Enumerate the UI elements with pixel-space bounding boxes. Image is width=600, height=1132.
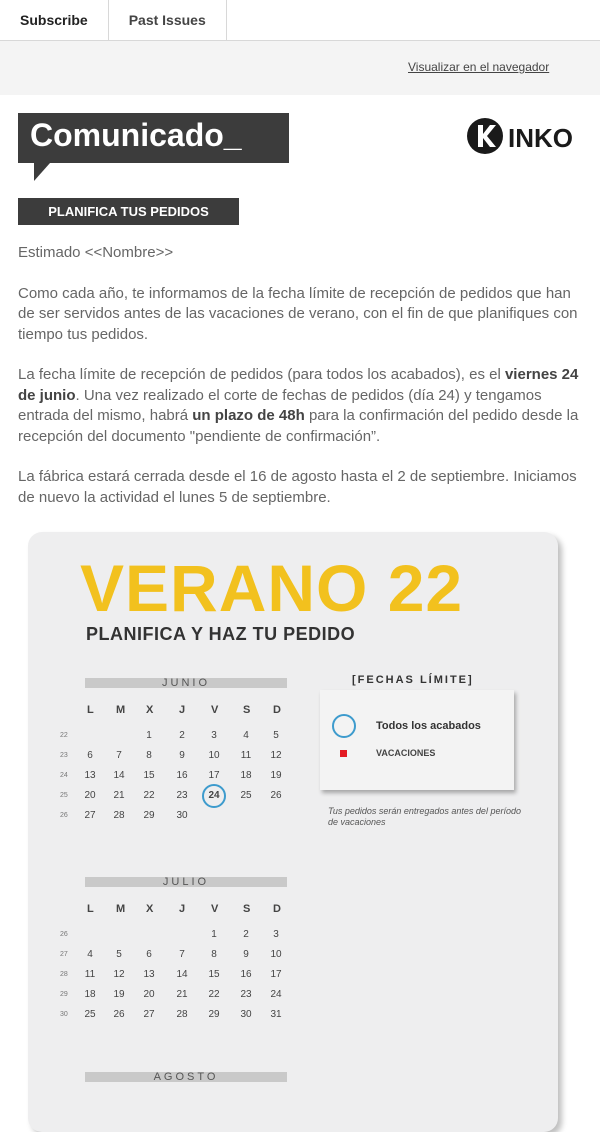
weekday-label: X xyxy=(146,704,154,716)
calendar-day: 15 xyxy=(208,969,220,980)
calendar-day: 16 xyxy=(240,969,252,980)
week-number: 23 xyxy=(60,752,68,759)
weekday-label: D xyxy=(273,704,281,716)
month-header: JULIO xyxy=(85,877,287,887)
calendar-day: 29 xyxy=(208,1009,220,1020)
tab-past-issues[interactable]: Past Issues xyxy=(109,0,227,40)
greeting: Estimado <<Nombre>> xyxy=(18,244,174,261)
calendar-day: 20 xyxy=(84,790,96,801)
calendar-day: 13 xyxy=(84,770,96,781)
weekday-label: V xyxy=(211,704,219,716)
paragraph-intro: Como cada año, te informamos de la fecha límite de recepción de pedidos que han de ser servidos antes de las vacaciones de verano, con el fin de que planifiques con tiempo tus pedidos. xyxy=(18,284,578,343)
calendar-day: 5 xyxy=(273,730,279,741)
calendar-day: 16 xyxy=(176,770,188,781)
calendar-day: 6 xyxy=(87,750,93,761)
top-nav xyxy=(0,0,600,41)
legend-box xyxy=(320,690,514,790)
calendar-day: 4 xyxy=(243,730,249,741)
week-number: 27 xyxy=(60,951,68,958)
inko-logo xyxy=(466,116,584,156)
week-number: 28 xyxy=(60,971,68,978)
calendar-day: 21 xyxy=(176,989,188,1000)
weekday-label: L xyxy=(87,704,94,716)
calendar-day: 10 xyxy=(208,750,220,761)
weekday-label: J xyxy=(179,704,186,716)
summer-calendar-poster xyxy=(28,532,558,1132)
calendar-day: 5 xyxy=(116,949,122,960)
month-header: AGOSTO xyxy=(85,1072,287,1082)
weekday-label: L xyxy=(87,903,94,915)
calendar-day: 23 xyxy=(240,989,252,1000)
poster-subtitle: PLANIFICA Y HAZ TU PEDIDO xyxy=(86,624,356,644)
view-in-browser-link[interactable]: Visualizar en el navegador xyxy=(408,60,550,74)
week-number: 24 xyxy=(60,772,68,779)
weekday-label: M xyxy=(116,704,126,716)
calendar-day: 19 xyxy=(270,770,282,781)
week-number: 26 xyxy=(60,931,68,938)
calendar-day: 3 xyxy=(211,730,217,741)
calendar-day: 7 xyxy=(116,750,122,761)
calendar-day: 22 xyxy=(143,790,155,801)
calendar-day: 13 xyxy=(143,969,155,980)
calendar-day: 27 xyxy=(143,1009,155,1020)
calendar-day: 17 xyxy=(270,969,282,980)
weekday-label: S xyxy=(243,903,251,915)
calendar-day: 9 xyxy=(179,750,185,761)
calendar-day: 24 xyxy=(270,989,282,1000)
delivery-note: Tus pedidos serán entregados antes del período de vacaciones xyxy=(328,806,521,827)
calendar-day: 18 xyxy=(240,770,252,781)
calendar-day: 8 xyxy=(146,750,152,761)
vacation-square-icon xyxy=(340,750,347,757)
legend-deadline-label: Todos los acabados xyxy=(376,720,481,732)
calendar-day: 24 xyxy=(208,790,220,801)
calendar-day: 28 xyxy=(176,1009,188,1020)
calendar-day: 30 xyxy=(176,810,188,821)
calendar-day: 12 xyxy=(270,750,282,761)
calendar-day: 19 xyxy=(113,989,125,1000)
calendar-day: 20 xyxy=(143,989,155,1000)
calendar-day: 12 xyxy=(113,969,125,980)
tab-subscribe[interactable]: Subscribe xyxy=(0,0,109,40)
weekday-label: X xyxy=(146,903,154,915)
legend-title: [FECHAS LÍMITE] xyxy=(352,674,474,686)
calendar-day: 30 xyxy=(240,1009,252,1020)
calendar-day: 4 xyxy=(87,949,93,960)
calendar-day: 26 xyxy=(113,1009,125,1020)
calendar-day: 31 xyxy=(270,1009,282,1020)
weekday-label: M xyxy=(116,903,126,915)
week-number: 22 xyxy=(60,732,68,739)
calendar-day: 15 xyxy=(143,770,155,781)
calendar-day: 8 xyxy=(211,949,217,960)
week-number: 25 xyxy=(60,792,68,799)
weekday-label: D xyxy=(273,903,281,915)
calendar-day: 7 xyxy=(179,949,185,960)
deadline-circle-icon xyxy=(332,714,356,738)
calendar-day: 3 xyxy=(273,929,279,940)
weekday-label: J xyxy=(179,903,186,915)
calendar-day: 1 xyxy=(146,730,152,741)
calendar-day: 29 xyxy=(143,810,155,821)
email-body xyxy=(0,243,600,508)
week-number: 26 xyxy=(60,812,68,819)
week-number: 29 xyxy=(60,991,68,998)
speech-bubble-tail xyxy=(34,163,50,181)
poster-title: VERANO 22 xyxy=(80,551,464,625)
calendar-day: 14 xyxy=(113,770,125,781)
calendar-day: 11 xyxy=(240,750,252,761)
calendar-day: 25 xyxy=(240,790,252,801)
comunicado-title: Comunicado_ xyxy=(30,117,242,153)
calendar-day: 1 xyxy=(211,929,217,940)
comunicado-bubble xyxy=(18,113,289,163)
month-header: JUNIO xyxy=(85,678,287,688)
calendar-day: 25 xyxy=(84,1009,96,1020)
hero-header xyxy=(0,95,600,185)
calendar-day: 23 xyxy=(176,790,188,801)
calendar-day: 2 xyxy=(179,730,185,741)
calendar-day: 17 xyxy=(208,770,220,781)
legend-vacation-label: VACACIONES xyxy=(376,748,436,758)
calendar-day: 9 xyxy=(243,949,249,960)
preheader xyxy=(0,41,600,95)
week-number: 30 xyxy=(60,1011,68,1018)
calendar-day: 11 xyxy=(84,969,96,980)
weekday-label: V xyxy=(211,903,219,915)
calendar-day: 14 xyxy=(176,969,188,980)
calendar-day: 26 xyxy=(270,790,282,801)
calendar-day: 22 xyxy=(208,989,220,1000)
calendar-day: 28 xyxy=(113,810,125,821)
calendar-day: 2 xyxy=(243,929,249,940)
paragraph-deadline: La fecha límite de recepción de pedidos (para todos los acabados), es el viernes 24 de junio. Una vez realizado el corte de fechas de pedidos (día 24) y tengamos entrada del mismo, habrá un plazo de 48h para la confirmación del pedido desde la recepción del documento "pendiente de confirmación”. xyxy=(18,366,579,445)
calendar-day: 6 xyxy=(146,949,152,960)
logo-text: INKO xyxy=(508,123,573,153)
calendar-day: 10 xyxy=(270,949,282,960)
plan-orders-tag: PLANIFICA TUS PEDIDOS xyxy=(18,198,239,225)
calendar-day: 18 xyxy=(84,989,96,1000)
calendar-day: 21 xyxy=(113,790,125,801)
weekday-label: S xyxy=(243,704,251,716)
calendar-day: 27 xyxy=(84,810,96,821)
paragraph-closure: La fábrica estará cerrada desde el 16 de agosto hasta el 2 de septiembre. Iniciamos de nuevo la actividad el lunes 5 de septiembre. xyxy=(18,468,577,506)
